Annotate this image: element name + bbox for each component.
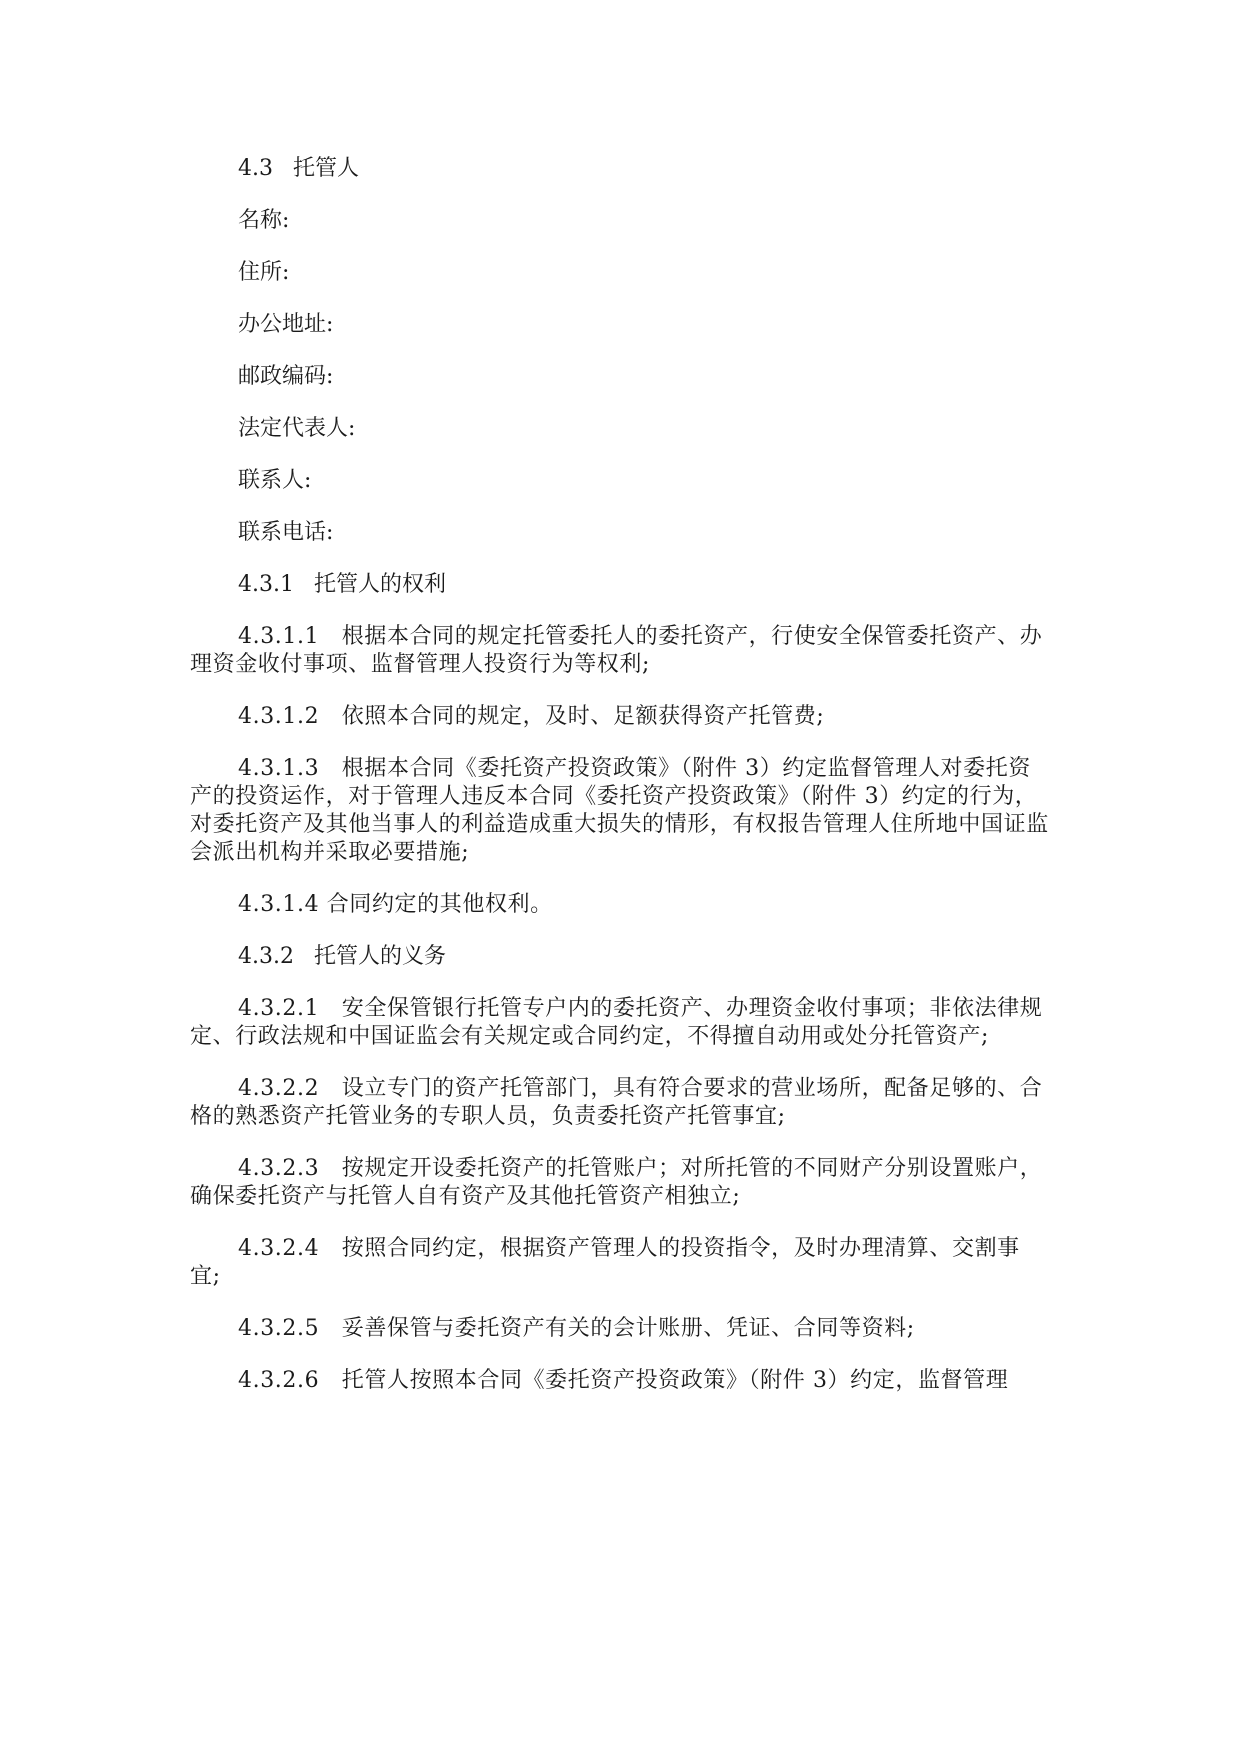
field-contact-phone-label: 联系电话: [238,520,334,545]
section-heading-4-3 [238,155,1050,207]
clause-4-3-2-6: 4.3.2.6 托管人按照本合同《委托资产投资政策》（附件 3）约定，监督管理 [238,1368,1009,1393]
field-office-address-label: 办公地址: [238,312,334,337]
section-number: 4.3.1 [238,572,294,597]
clause-4-3-2-5: 4.3.2.5 妥善保管与委托资产有关的会计账册、凭证、合同等资料; [238,1316,915,1341]
clause-4-3-2-4: 4.3.2.4 按照合同约定，根据资产管理人的投资指令，及时办理清算、交割事宜; [190,1236,1020,1289]
clause-4-3-1-2: 4.3.1.2 依照本合同的规定，及时、足额获得资产托管费; [238,704,825,729]
section-title: 托管人 [293,156,360,181]
field-legal-representative-label: 法定代表人: [238,416,356,441]
section-number: 4.3.2 [238,944,294,969]
section-number: 4.3 [238,156,273,181]
clause-4-3-1-3: 4.3.1.3 根据本合同《委托资产投资政策》（附件 3）约定监督管理人对委托资产的投资运作，对于管理人违反本合同《委托资产投资政策》（附件 3）约定的行为，对委托资产及其他当事人的利益造成重大损失的情形，有权报告管理人住所地中国证监会派出机构并采取必要措施; [190,756,1049,865]
field-contact-person-label: 联系人: [238,468,312,493]
clause-4-3-2-1: 4.3.2.1 安全保管银行托管专户内的委托资产、办理资金收付事项；非依法律规定、行政法规和中国证监会有关规定或合同约定，不得擅自动用或处分托管资产; [190,996,1043,1049]
field-domicile-label: 住所: [238,260,290,285]
section-title: 托管人的权利 [313,572,446,597]
section-heading-4-3-2 [238,943,1050,995]
clause-4-3-2-3: 4.3.2.3 按规定开设委托资产的托管账户；对所托管的不同财产分别设置账户，确保委托资产与托管人自有资产及其他托管资产相独立; [190,1156,1043,1209]
clause-4-3-1-4: 4.3.1.4 合同约定的其他权利。 [238,892,553,917]
clause-4-3-2-2: 4.3.2.2 设立专门的资产托管部门，具有符合要求的营业场所，配备足够的、合格的熟悉资产托管业务的专职人员，负责委托资产托管事宜; [190,1076,1043,1129]
section-heading-4-3-1 [238,571,1050,623]
document-body [190,155,1050,1419]
clause-4-3-1-1: 4.3.1.1 根据本合同的规定托管委托人的委托资产，行使安全保管委托资产、办理资金收付事项、监督管理人投资行为等权利; [190,624,1043,677]
section-title: 托管人的义务 [313,944,446,969]
field-postal-code-label: 邮政编码: [238,364,334,389]
field-name-label: 名称: [238,208,290,233]
